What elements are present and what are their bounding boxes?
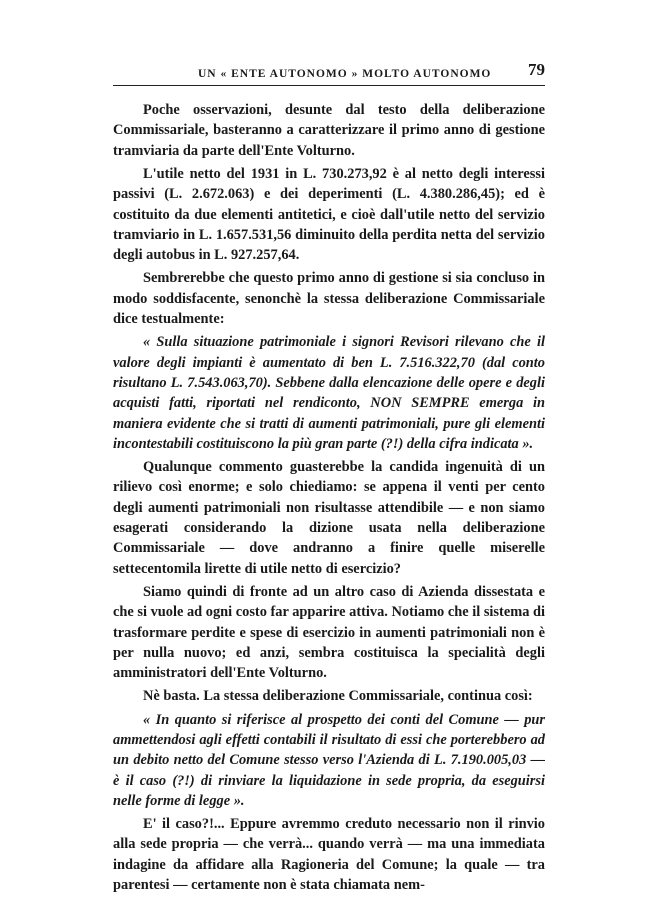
page-number: 79 — [528, 60, 545, 79]
paragraph: Nè basta. La stessa deliberazione Commissariale, continua così: — [143, 688, 533, 705]
quoted-paragraph: « Sulla situazione patrimoniale i signori Revisori rilevano che il valore degli impianti è aumentato di ben L. 7.516.322,70 (dal conto risultano L. 7.543.063,70). Sebbene dalla elencazione delle opere e degli acquisti fatti, riportati nel rendiconto, NON SEMPRE emerga in maniera evidente che si tratti di aumenti patrimoniali, pure gli elementi incontestabili costituiscono la più gran parte (?!) della cifra indicata ». — [113, 334, 545, 452]
paragraph: Sembrerebbe che questo primo anno di gestione si sia concluso in modo soddisfacente, senonchè la stessa deliberazione Commissariale dice testualmente: — [113, 270, 545, 328]
page-header — [113, 60, 545, 86]
body-text — [113, 100, 545, 898]
running-title: UN « ENTE AUTONOMO » MOLTO AUTONOMO — [198, 68, 492, 80]
quoted-paragraph: « In quanto si riferisce al prospetto dei conti del Comune — pur ammettendosi agli effetti contabili il risultato di essi che porterebbero ad un debito netto del Comune stesso verso l'Azienda di L. 7.190.005,03 — è il caso (?!) di rinviare la liquidazione in sede propria, da eseguirsi nelle forme di legge ». — [113, 711, 545, 809]
paragraph: Siamo quindi di fronte ad un altro caso di Azienda dissestata e che si vuole ad ogni costo far apparire attiva. Notiamo che il sistema di trasformare perdite e spese di esercizio in aumenti patrimoniali non è per nulla nuovo; ed anzi, sembra costituisca la specialità degli amministratori dell'Ente Volturno. — [113, 583, 545, 682]
header-rule — [113, 85, 545, 86]
paragraph: L'utile netto del 1931 in L. 730.273,92 è al netto degli interessi passivi (L. 2.672.063) e dei deperimenti (L. 4.380.286,45); ed è costituito da due elementi antitetici, e cioè dall'utile netto del servizio tramviario in L. 1.657.531,56 diminuito della perdita netta del servizio degli autobus in L. 927.257,64. — [113, 165, 545, 264]
paragraph: E' il caso?!... Eppure avremmo creduto necessario non il rinvio alla sede propria — che verrà... quando verrà — ma una immediata indagine da affidare alla Ragioneria del Comune; la quale — tra parentesi — certamente non è stata chiamata nem- — [113, 816, 545, 894]
paragraph: Poche osservazioni, desunte dal testo della deliberazione Commissariale, basteranno a caratterizzare il primo anno di gestione tramviaria da parte dell'Ente Volturno. — [113, 102, 545, 159]
paragraph: Qualunque commento guasterebbe la candida ingenuità di un rilievo così enorme; e solo chiediamo: se appena il venti per cento degli aumenti patrimoniali non risultasse attendibile — e non siamo esagerati considerando la dizione usata nella deliberazione Commissariale — dove andranno a finire quelle miserelle settecentomila lirette di utile netto di esercizio? — [113, 459, 545, 577]
